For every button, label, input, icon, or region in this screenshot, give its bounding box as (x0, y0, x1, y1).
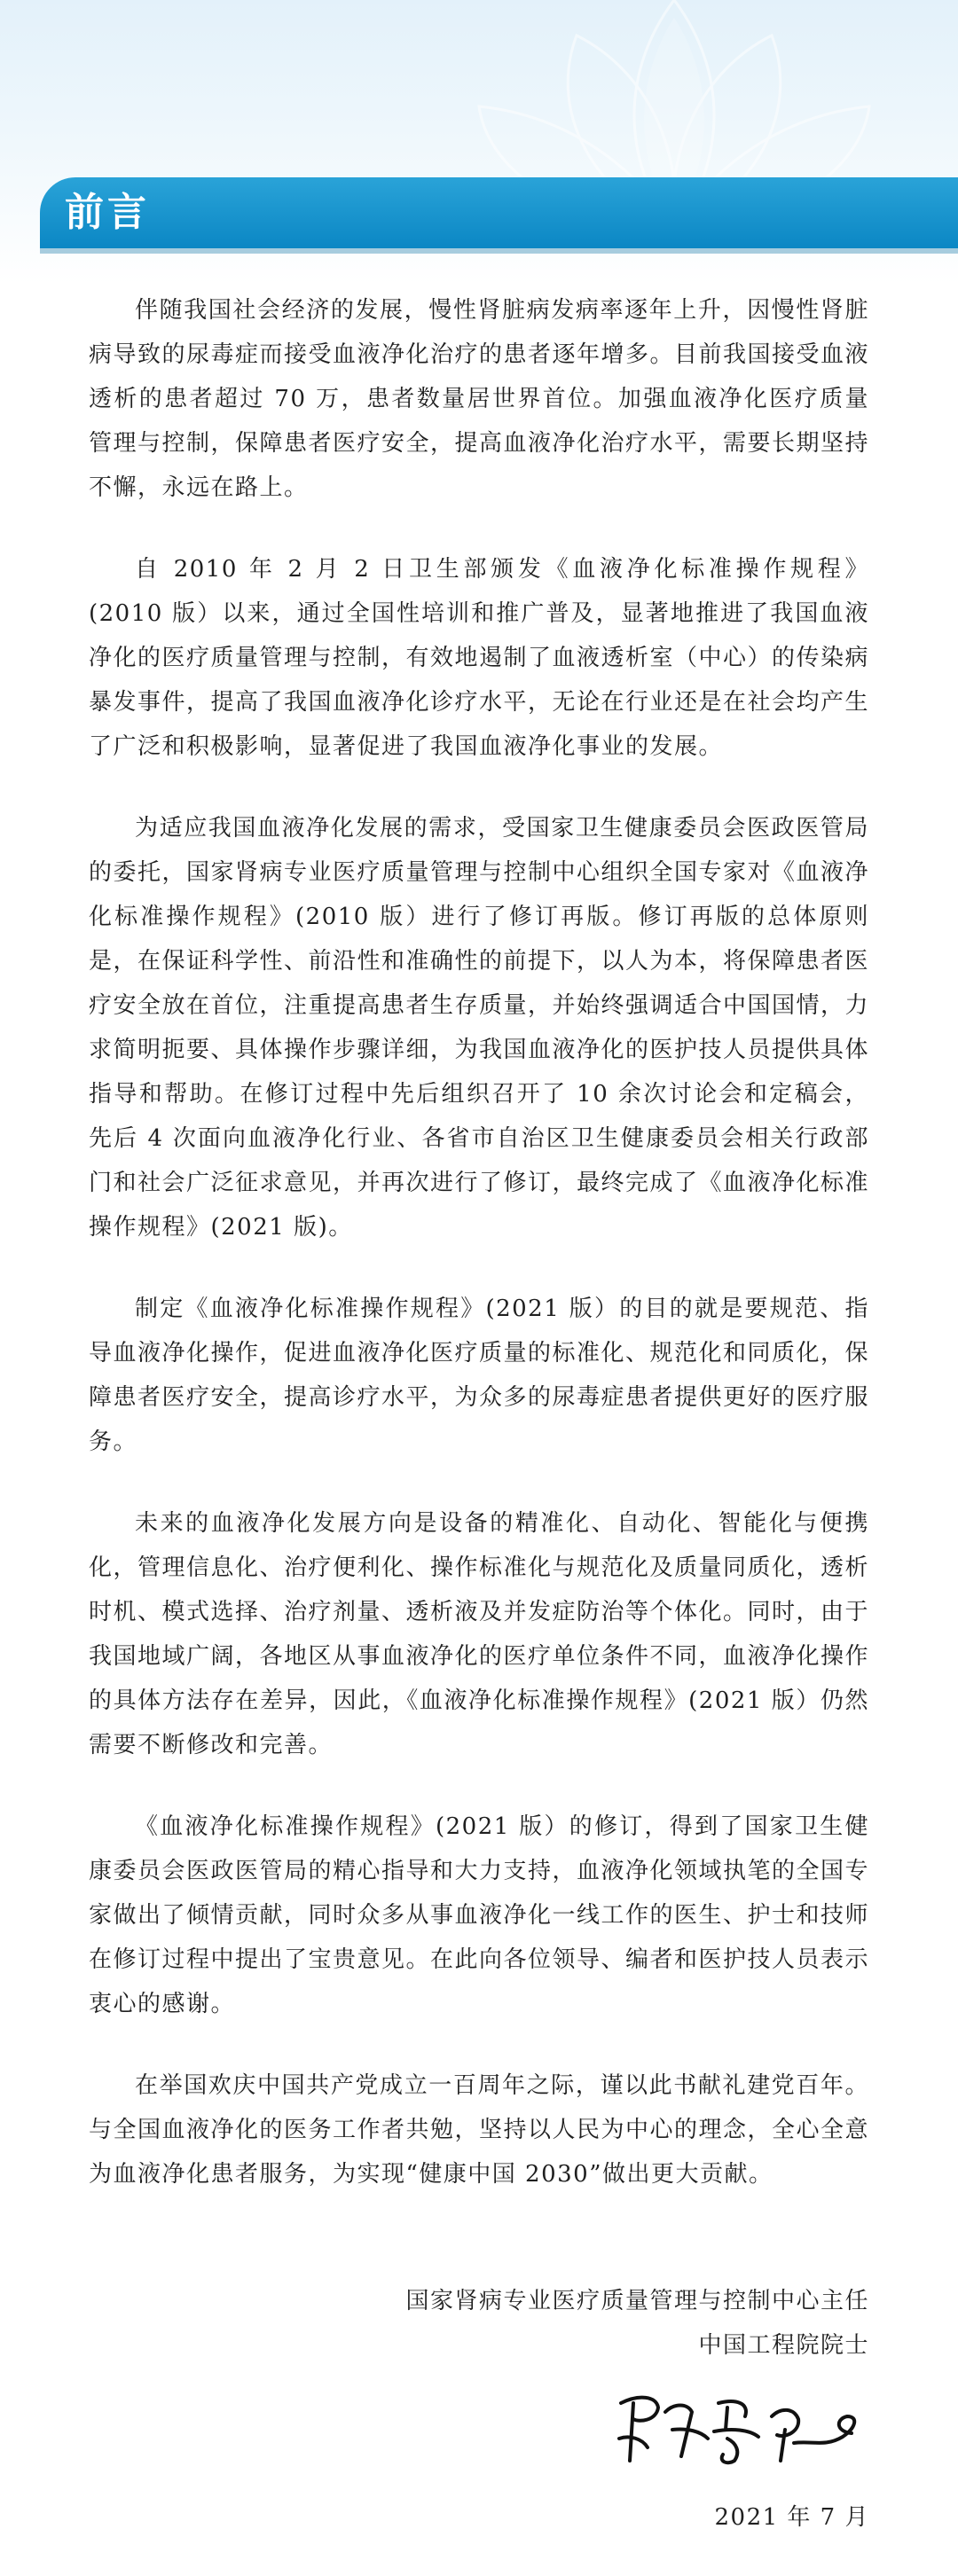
handwritten-signature-icon (603, 2376, 869, 2474)
page-title: 前言 (65, 190, 150, 235)
paragraph: 制定《血液净化标准操作规程》(2021 版）的目的就是要规范、指导血液净化操作，促进血液净化医疗质量的标准化、规范化和同质化，保障患者医疗安全，提高诊疗水平，为众多的尿毒症患者提供更好的医疗服务。 (89, 1296, 870, 1455)
section-header-band (40, 177, 958, 248)
paragraph: 在举国欢庆中国共产党成立一百周年之际，谨以此书献礼建党百年。与全国血液净化的医务工作者共勉，坚持以人民为中心的理念，全心全意为血液净化患者服务，为实现“健康中国 2030”做出更大贡献。 (89, 2072, 870, 2188)
paragraph: 为适应我国血液净化发展的需求，受国家卫生健康委员会医政医管局的委托，国家肾病专业医疗质量管理与控制中心组织全国专家对《血液净化标准操作规程》(2010 版）进行了修订再版。修订再版的总体原则是，在保证科学性、前沿性和准确性的前提下，以人为本，将保障患者医疗安全放在首位，注重提高患者生存质量，并始终强调适合中国国情，力求简明扼要、具体操作步骤详细，为我国血液净化的医护技人员提供具体指导和帮助。在修订过程中先后组织召开了 10 余次讨论会和定稿会，先后 4 次面向血液净化行业、各省市自治区卫生健康委员会相关行政部门和社会广泛征求意见，并再次进行了修订，最终完成了《血液净化标准操作规程》(2021 版)。 (89, 815, 870, 1241)
author-signature-block (405, 2279, 869, 2368)
paragraph: 伴随我国社会经济的发展，慢性肾脏病发病率逐年上升，因慢性肾脏病导致的尿毒症而接受血液净化治疗的患者逐年增多。目前我国接受血液透析的患者超过 70 万，患者数量居世界首位。加强血液净化医疗质量管理与控制，保障患者医疗安全，提高血液净化治疗水平，需要长期坚持不懈，永远在路上。 (89, 297, 870, 501)
date: 2021 年 7 月 (714, 2504, 869, 2531)
author-title: 国家肾病专业医疗质量管理与控制中心主任 (405, 2288, 869, 2314)
paragraph: 自 2010 年 2 月 2 日卫生部颁发《血液净化标准操作规程》(2010 版）以来，通过全国性培训和推广普及，显著地推进了我国血液净化的医疗质量管理与控制，有效地遏制了血液透析室（中心）的传染病暴发事件，提高了我国血液净化诊疗水平，无论在行业还是在社会均产生了广泛和积极影响，显著促进了我国血液净化事业的发展。 (89, 556, 870, 760)
paragraph: 未来的血液净化发展方向是设备的精准化、自动化、智能化与便携化，管理信息化、治疗便利化、操作标准化与规范化及质量同质化，透析时机、模式选择、治疗剂量、透析液及并发症防治等个体化。同时，由于我国地域广阔，各地区从事血液净化的医疗单位条件不同，血液净化操作的具体方法存在差异，因此，《血液净化标准操作规程》(2021 版）仍然需要不断修改和完善。 (89, 1510, 870, 1758)
preface-body (89, 288, 869, 2234)
author-affiliation: 中国工程院院士 (698, 2332, 869, 2359)
paragraph: 《血液净化标准操作规程》(2021 版）的修订，得到了国家卫生健康委员会医政医管局的精心指导和大力支持，血液净化领域执笔的全国专家做出了倾情贡献，同时众多从事血液净化一线工作的医生、护士和技师在修订过程中提出了宝贵意见。在此向各位领导、编者和医护技人员表示衷心的感谢。 (89, 1813, 870, 2017)
